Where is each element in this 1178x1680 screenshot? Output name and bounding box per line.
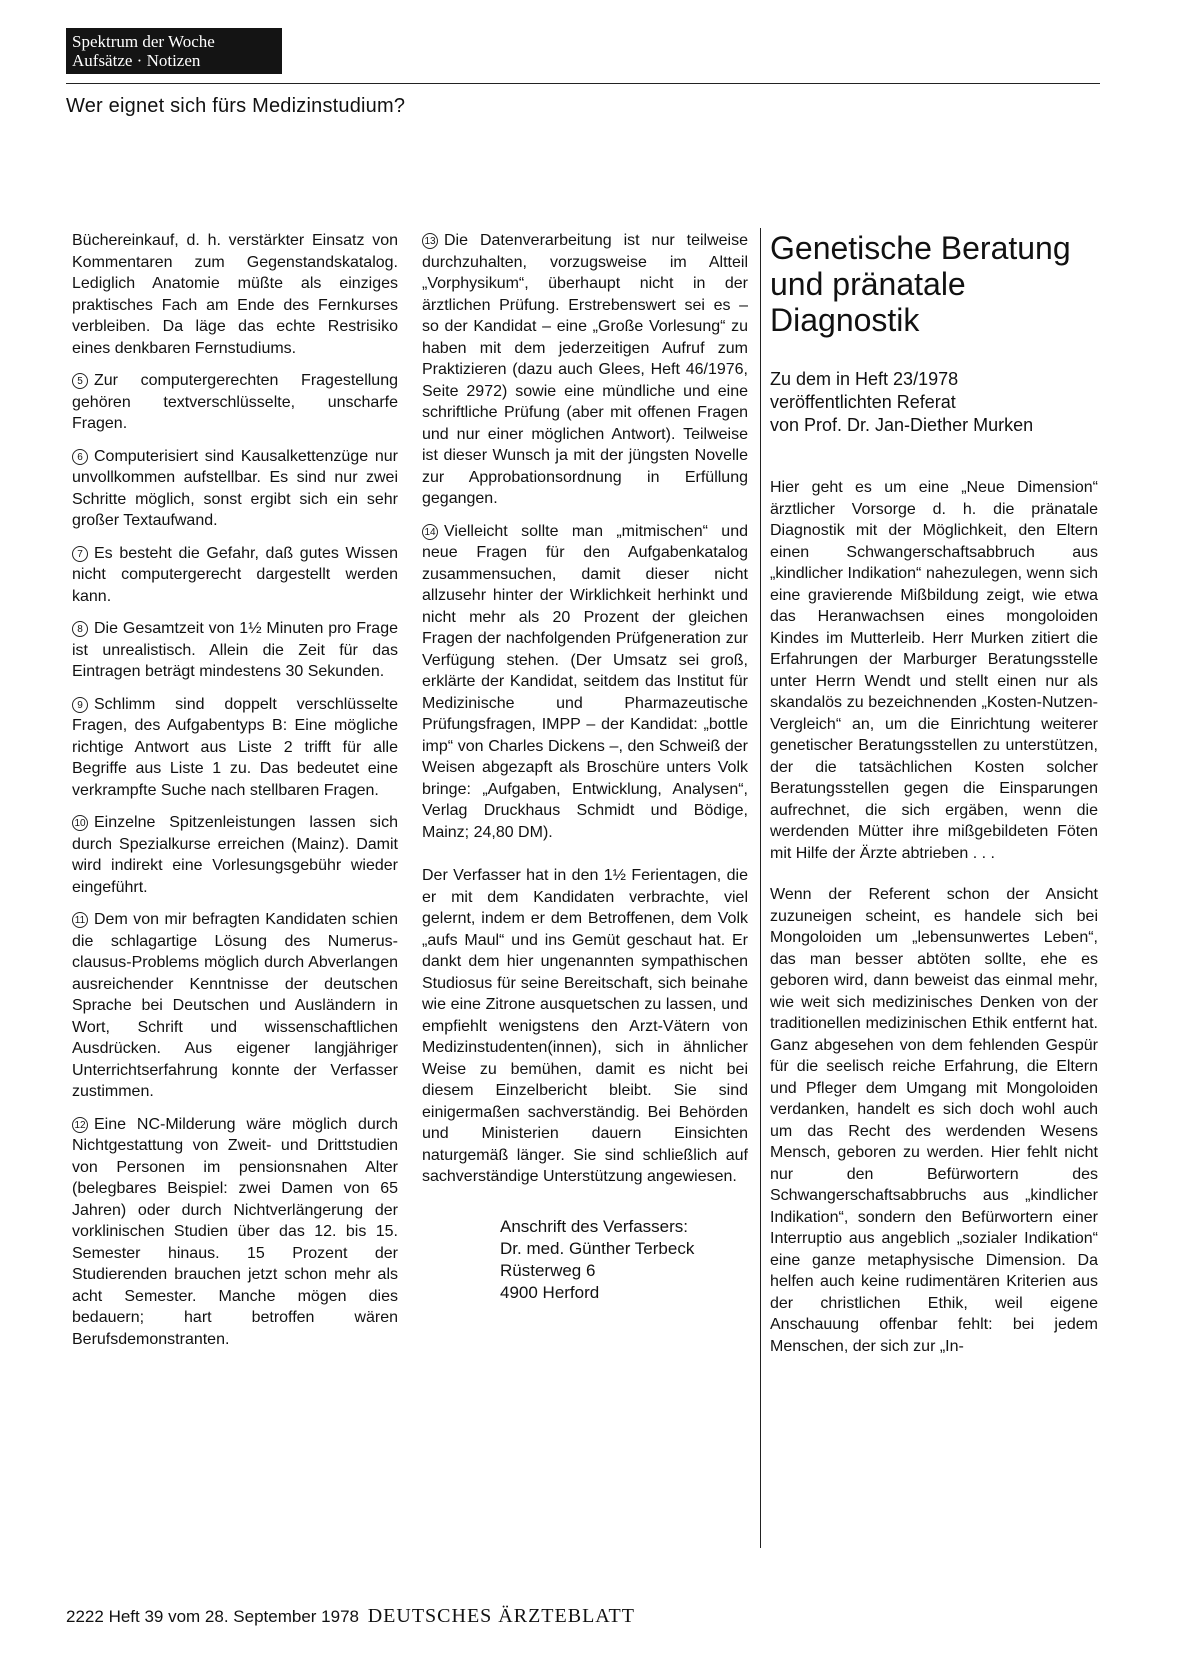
numbered-paragraph-9: 9 Schlimm sind doppelt verschlüsselte Fragen, des Aufgabentyps B: Eine mögliche richtige Antwort aus Liste 2 trifft für alle Begriffe aus Liste 1 zu. Das bedeutet eine verkrampfte Suche nach stellbaren Fragen.	[72, 695, 398, 799]
article-subtitle: Zu dem in Heft 23/1978 veröffentlichten Referat von Prof. Dr. Jan-Diether Murken	[770, 369, 1034, 435]
circled-number: 11	[72, 912, 88, 928]
numbered-paragraph-10: 10 Einzelne Spitzenleistungen lassen sich durch Spezialkurse erreichen (Mainz). Damit wird indirekt eine Vorlesungsgebühr wieder eingeführt.	[72, 814, 398, 896]
circled-number: 9	[72, 697, 88, 713]
section-header-box	[66, 28, 282, 74]
column-2	[422, 230, 748, 1304]
circled-number: 5	[72, 373, 88, 389]
circled-number: 14	[422, 524, 438, 540]
page-number: 2222	[66, 1607, 104, 1626]
column-3	[770, 230, 1098, 1368]
page-footer	[66, 1605, 635, 1628]
circled-number: 7	[72, 546, 88, 562]
numbered-paragraph-11: 11 Dem von mir befragten Kandidaten schien die schlagartige Lösung des Numerus-clausus-Problems möglich durch Abverlangen ausreichender Kenntnisse der deutschen Sprache bei Deutschen und Ausländern in Wort, Schrift und wissenschaftlichen Ausdrücken. Aus eigener langjähriger Unterrichtserfahrung konnte der Verfasser zustimmen.	[72, 911, 398, 1100]
column-divider	[760, 228, 761, 1548]
running-title: Wer eignet sich fürs Medizinstudium?	[66, 95, 406, 117]
closing-paragraph: Der Verfasser hat in den 1½ Ferientagen, die er mit dem Kandidaten verbrachte, viel gelernt, indem er dem Betroffenen, dem Volk „aufs Maul“ und ins Gemüt geschaut hat. Er dankt dem hier ungenannten sympathischen Studiosus für seine Bereitschaft, sich beinahe wie eine Zitrone ausquetschen zu lassen, und empfiehlt wenigstens den Arzt-Vätern von Medizinstudenten(innen), sich in ähnlicher Weise zu bemühen, damit es nicht bei diesem Einzelbericht bleibt. Sie sind einigermaßen sachverständig. Bei Behörden und Ministerien dauern Einsichten naturgemäß länger. Sie sind schließlich auf sachverständige Unterstützung angewiesen.	[422, 867, 748, 1185]
circled-number: 13	[422, 233, 438, 249]
article-title: Genetische Beratung und pränatale Diagnostik	[770, 230, 1071, 338]
numbered-paragraph-13: 13 Die Datenverarbeitung ist nur teilweise durchzuhalten, vorzugsweise im Altteil „Vorphysikum“, überhaupt nicht in der ärztlichen Prüfung. Erstrebenswert sei es – so der Kandidat – eine „Große Vorlesung“ zu haben mit dem jederzeitigen Aufruf zum Praktizieren (dazu auch Glees, Heft 46/1976, Seite 2972) sowie eine mündliche und eine schriftliche Prüfung (aber mit offenen Fragen und nur einer möglichen Antwort). Teilweise ist dieser Wunsch ja mit der jüngsten Novelle zur Approbationsordnung in Erfüllung gegangen.	[422, 232, 748, 507]
numbered-paragraph-5: 5 Zur computergerechten Fragestellung gehören textverschlüsselte, unscharfe Fragen.	[72, 372, 398, 432]
section-label: Spektrum der Woche	[72, 32, 215, 51]
circled-number: 6	[72, 449, 88, 465]
top-rule	[66, 83, 1100, 84]
column-1	[72, 230, 398, 1361]
journal-name: DEUTSCHES ÄRZTEBLATT	[367, 1605, 635, 1627]
numbered-paragraph-8: 8 Die Gesamtzeit von 1½ Minuten pro Frage ist unrealistisch. Allein die Zeit für das Eintragen beträgt mindestens 30 Sekunden.	[72, 620, 398, 680]
numbered-paragraph-12: 12 Eine NC-Milderung wäre möglich durch Nichtgestattung von Zweit- und Drittstudien von Personen im pensionsnahen Alter (belegbares Beispiel: zwei Damen von 65 Jahren) oder durch Nichtverlängerung der vorklinischen Studien über das 12. bis 15. Semester hinaus. 15 Prozent der Studierenden brauchen jetzt schon mehr als acht Semester. Manche mögen dies bedauern; hart betroffen wären Berufsdemonstranten.	[72, 1115, 398, 1348]
paragraph: Hier geht es um eine „Neue Dimension“ ärztlicher Vorsorge d. h. die pränatale Diagnostik mit der Möglichkeit, den Eltern einen Schwangerschaftsabbruch aus „kindlicher Indikation“ nahezulegen, wenn sich eine gravierende Mißbildung zeigt, wie etwa das Heranwachsen eines mongoloiden Kindes im Mutterleib. Herr Murken zitiert die Erfahrungen der Marburger Beratungsstelle unter Herrn Wendt und stellt einen nur als skandalös zu bezeichnenden „Kosten-Nutzen-Vergleich“ an, um die Einrichtung weiterer genetischer Beratungsstellen zu unterstützen, der die tatsächlichen Kosten solcher Beratungsstellen gegen die Einsparungen aufrechnet, die sich ergäben, wenn die werdenden Mütter ihre mißgebildeten Föten mit Hilfe der Ärzte abtrieben . . .	[770, 479, 1098, 862]
circled-number: 8	[72, 621, 88, 637]
paragraph: Wenn der Referent schon der Ansicht zuzuneigen scheint, es handele sich bei Mongoloiden um „lebensunwertes Leben“, das man besser abtöten sollte, ehe es geboren wird, dann beweist das einmal mehr, wie weit sich medizinisches Denken von der traditionellen medizinischen Ethik entfernt hat. Ganz abgesehen von dem fehlenden Gespür für die seelisch reiche Erfahrung, die Eltern und Pfleger dem Umgang mit Mongoloiden verdanken, handelt es sich doch wohl auch um das Recht des werdenden Wesens Mensch, geboren zu werden. Hier fehlt nicht nur den Befürwortern des Schwangerschaftsabbruchs aus „kindlicher Indikation“, sondern den Befürwortern einer Interruptio aus angeblich „sozialer Indikation“ eine ganze metaphysische Dimension. Da helfen auch keine rudimentären Kriterien aus der christlichen Ethik, weil eigene Anschauung offenbar fehlt: bei jedem Menschen, der sich zur „In-	[770, 886, 1098, 1355]
numbered-paragraph-6: 6 Computerisiert sind Kausalkettenzüge nur unvollkommen aufstellbar. Es sind nur zwei Schritte möglich, sonst ergibt sich ein sehr großer Textaufwand.	[72, 447, 398, 529]
circled-number: 12	[72, 1117, 88, 1133]
section-sublabel: Aufsätze · Notizen	[72, 51, 201, 70]
circled-number: 10	[72, 815, 88, 831]
paragraph: Büchereinkauf, d. h. verstärkter Einsatz von Kommentaren zum Gegenstandskatalog. Lediglich Anatomie müßte als einziges praktisches Fach am Ende des Fernkurses verbleiben. Da läge das echte Restrisiko eines denkbaren Fernstudiums.	[72, 232, 398, 357]
issue-info: Heft 39 vom 28. September 1978	[108, 1607, 359, 1626]
numbered-paragraph-7: 7 Es besteht die Gefahr, daß gutes Wissen nicht computergerecht dargestellt werden kann.	[72, 544, 398, 605]
author-address: Anschrift des Verfassers: Dr. med. Günther Terbeck Rüsterweg 6 4900 Herford	[500, 1216, 695, 1302]
numbered-paragraph-14: 14 Vielleicht sollte man „mitmischen“ und neue Fragen für den Aufgabenkatalog zusammensuchen, damit dieser nicht allzusehr hinter der Wirklichkeit herhinkt und nicht mehr als 20 Prozent der gleichen Fragen der nachfolgenden Prüfgeneration zur Verfügung stehen. (Der Umsatz sei groß, erklärte der Kandidat, seitdem das Institut für Medizinische und Pharmazeutische Prüfungsfragen, IMPP – der Kandidat: „bottle imp“ von Charles Dickens –, den Schweiß der Weisen abgezapft als Broschüre unters Volk bringe: „Aufgaben, Entwicklung, Analysen“, Verlag Druckhaus Schmidt und Bödige, Mainz; 24,80 DM).	[422, 522, 748, 841]
